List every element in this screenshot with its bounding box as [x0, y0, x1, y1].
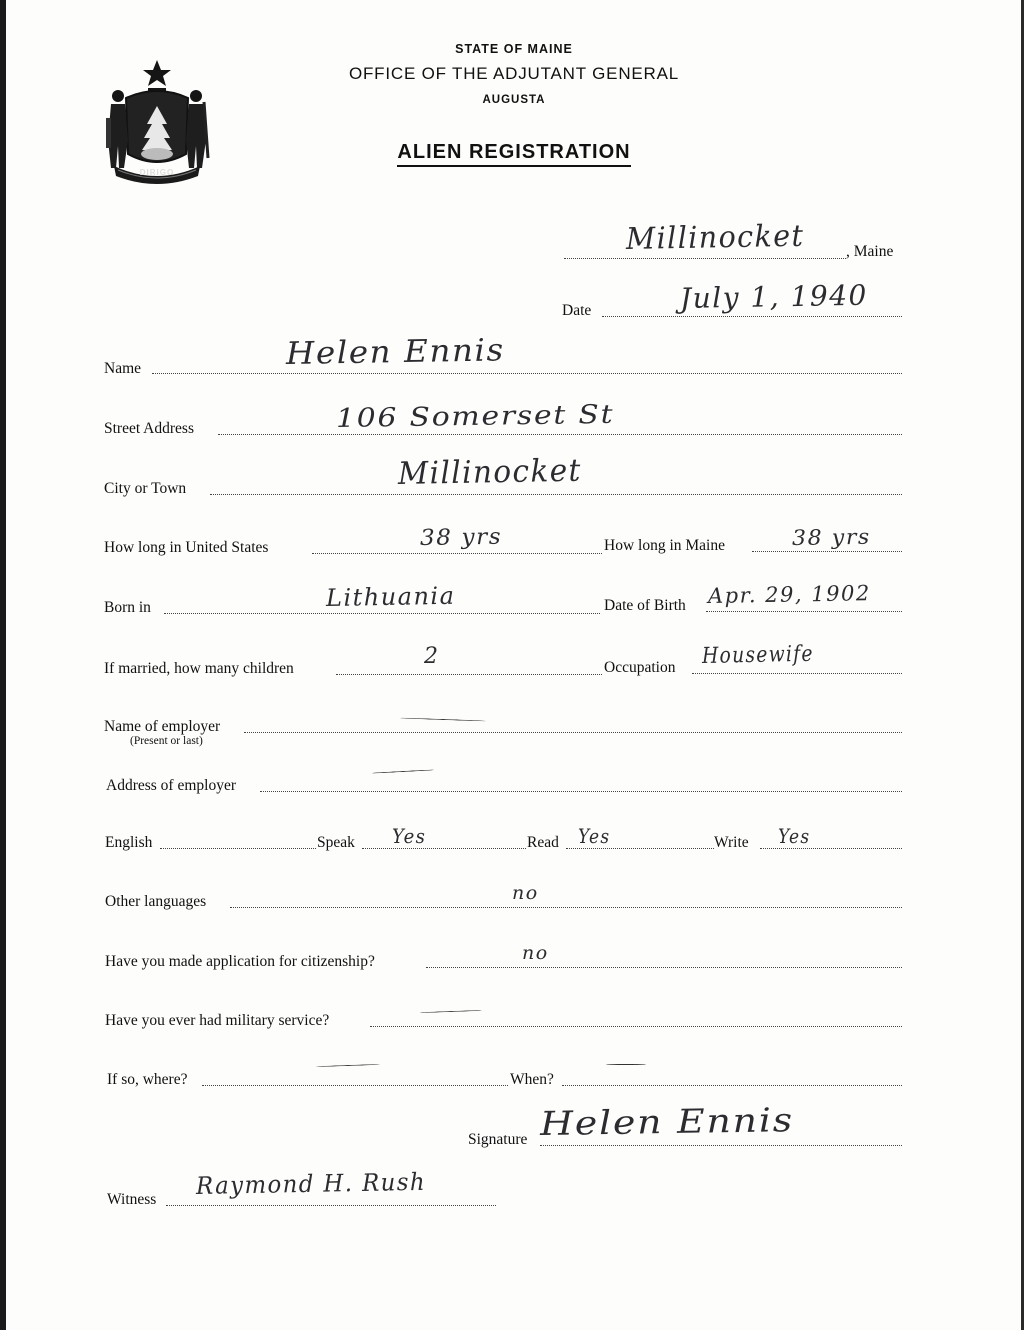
children-line	[336, 674, 602, 675]
military-label: Have you ever had military service?	[105, 1012, 330, 1029]
write-line	[760, 848, 902, 849]
header-state: STATE OF MAINE	[455, 42, 573, 56]
english-label: English	[105, 834, 153, 851]
employer-name-dash	[400, 717, 486, 721]
header-city: AUGUSTA	[482, 94, 546, 106]
date-line	[602, 316, 902, 317]
how-long-maine-label: How long in Maine	[604, 537, 725, 554]
employer-address-dash	[372, 769, 434, 773]
witness-label: Witness	[107, 1191, 157, 1208]
how-long-us-label: How long in United States	[104, 539, 269, 556]
occupation-entry: Housewife	[701, 641, 814, 669]
employer-name-sublabel: (Present or last)	[130, 735, 203, 747]
form-title	[2, 141, 1024, 164]
city-line	[210, 494, 902, 495]
employer-address-line	[260, 791, 902, 792]
military-dash	[420, 1010, 482, 1013]
born-in-line	[164, 613, 600, 614]
form-title-text: ALIEN REGISTRATION	[397, 141, 630, 167]
name-line	[152, 373, 902, 374]
english-line	[160, 848, 316, 849]
date-of-birth-entry: Apr. 29, 1902	[707, 581, 871, 608]
employer-name-label: Name of employer	[104, 718, 221, 735]
occupation-label: Occupation	[604, 659, 676, 676]
date-of-birth-label: Date of Birth	[604, 597, 686, 614]
city-label: City or Town	[104, 480, 187, 497]
date-entry: July 1, 1940	[679, 278, 869, 315]
street-address-entry: 106 Somerset St	[335, 399, 615, 434]
other-languages-label: Other languages	[105, 893, 207, 910]
place-entry: Millinocket	[625, 218, 805, 257]
street-address-label: Street Address	[104, 420, 194, 437]
if-so-where-label: If so, where?	[107, 1071, 188, 1088]
signature-entry: Helen Ennis	[539, 1100, 795, 1143]
read-label: Read	[527, 834, 559, 851]
other-languages-entry: no	[512, 882, 539, 904]
scan-edge-left	[0, 0, 6, 1330]
when-label: When?	[510, 1071, 554, 1088]
place-suffix-label: , Maine	[846, 243, 894, 260]
header-office: OFFICE OF THE ADJUTANT GENERAL	[348, 64, 680, 83]
write-entry: Yes	[778, 824, 811, 848]
citizenship-entry: no	[522, 942, 549, 964]
citizenship-line	[426, 967, 902, 968]
signature-line	[540, 1145, 902, 1146]
street-address-line	[218, 434, 902, 435]
date-label: Date	[562, 302, 592, 319]
when-line	[562, 1085, 902, 1086]
speak-entry: Yes	[392, 824, 427, 848]
children-entry: 2	[424, 644, 440, 669]
place-line	[564, 258, 846, 259]
military-line	[370, 1026, 902, 1027]
read-line	[566, 848, 714, 849]
read-entry: Yes	[578, 824, 611, 848]
how-long-us-entry: 38 yrs	[419, 524, 503, 551]
born-in-entry: Lithuania	[325, 581, 456, 612]
write-label: Write	[714, 834, 749, 851]
if-so-where-line	[202, 1085, 508, 1086]
how-long-us-line	[312, 553, 602, 554]
name-entry: Helen Ennis	[285, 332, 506, 372]
seal-motto: DIRIGO	[139, 168, 175, 177]
employer-address-label: Address of employer	[106, 777, 236, 794]
citizenship-label: Have you made application for citizenship?	[105, 953, 375, 970]
children-label: If married, how many children	[104, 660, 294, 677]
occupation-line	[692, 673, 902, 674]
witness-line	[166, 1205, 496, 1206]
signature-label: Signature	[468, 1131, 528, 1148]
if-so-where-dash	[316, 1064, 380, 1067]
name-label: Name	[104, 360, 142, 377]
how-long-maine-line	[752, 551, 902, 552]
city-entry: Millinocket	[397, 452, 583, 492]
when-dash	[606, 1064, 646, 1065]
speak-line	[362, 848, 526, 849]
speak-label: Speak	[317, 834, 355, 851]
other-languages-line	[230, 907, 902, 908]
how-long-maine-entry: 38 yrs	[791, 524, 872, 550]
witness-entry: Raymond H. Rush	[195, 1167, 427, 1200]
date-of-birth-line	[706, 611, 902, 612]
employer-name-line	[244, 732, 902, 733]
born-in-label: Born in	[104, 599, 151, 616]
